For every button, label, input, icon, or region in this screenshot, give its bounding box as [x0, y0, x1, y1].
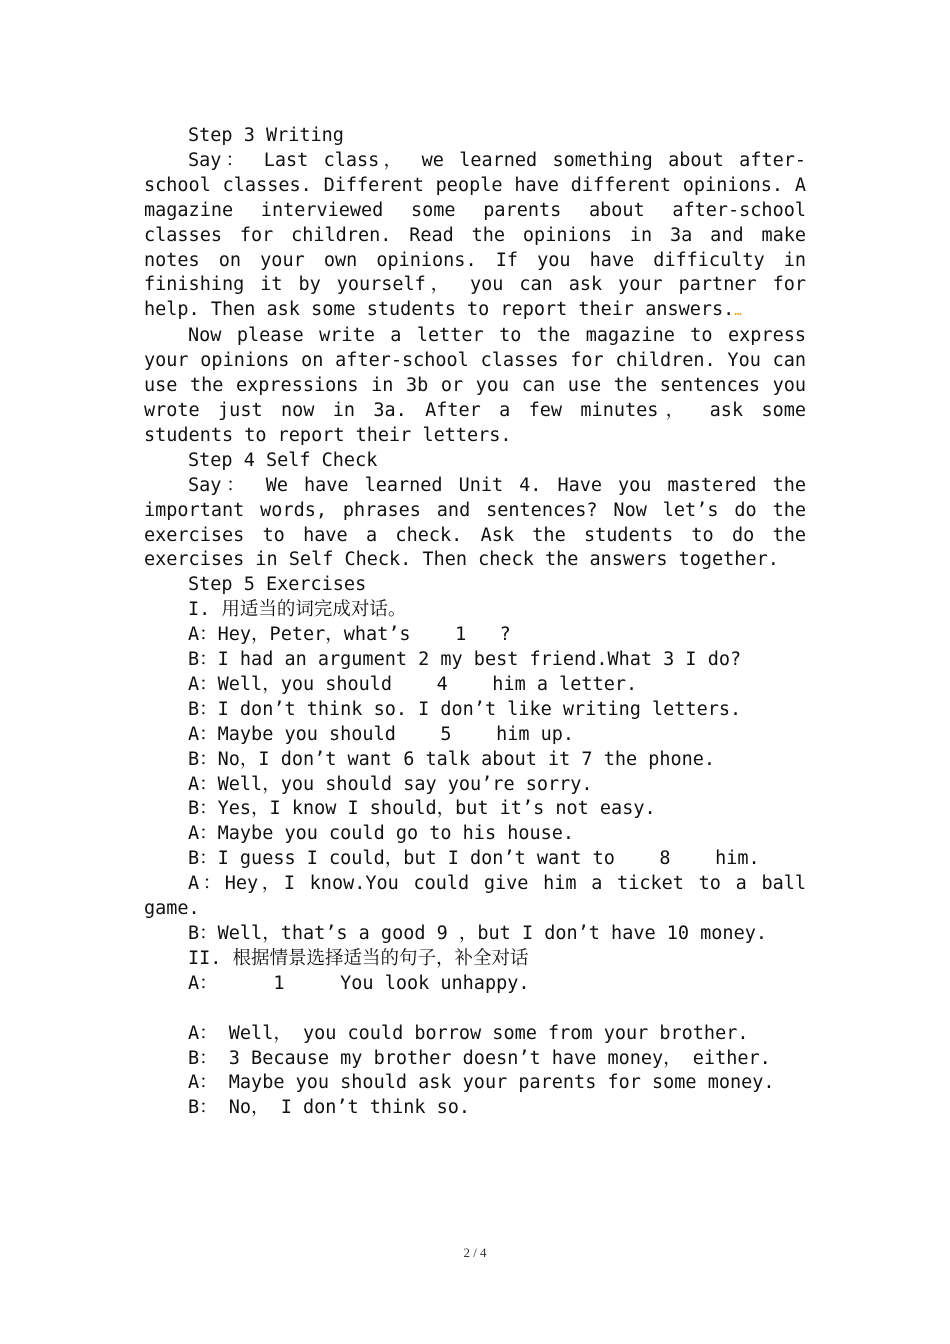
exercise1-title: I. 用适当的词完成对话。 [188, 599, 407, 621]
edit-mark-icon: … [734, 304, 742, 319]
dialogue-line: A：Maybe you should 5 him up. [188, 723, 575, 745]
dialogue-line: B：Yes，I know I should，but it’s not easy. [188, 798, 656, 820]
blank-line [144, 997, 806, 1022]
dialogue-line: A：Hey，Peter，what’s 1 ? [188, 624, 511, 646]
dialogue-line: A：Hey，I know.You could give him a ticket to a ball game. [144, 873, 806, 920]
dialogue-line: B： No， I don’t think so. [188, 1097, 471, 1119]
dialogue-line: A： Maybe you should ask your parents for some money. [188, 1072, 775, 1094]
step3-say-text: Say： Last class， we learned something about after-school classes. Different people have different opinions. A magazine interviewed some parents about after-school classes for children. Read the opinions in 3a and make notes on your own opinions. If you have difficulty in finishing it by yourself， you can ask your partner for help. Then ask some students to report their answers. [144, 149, 806, 321]
dialogue-line: A：Well，you should 4 him a letter. [188, 673, 638, 695]
dialogue-line: A：Well，you should say you’re sorry. [188, 773, 593, 795]
page-number: 2 / 4 [463, 1245, 487, 1260]
dialogue-line: B：No，I don’t want 6 talk about it 7 the phone. [188, 748, 716, 770]
step3-now-paragraph: Now please write a letter to the magazine to express your opinions on after-school classes for children. You can use the expressions in 3b or you can use the sentences you wrote just now in 3a. After a few minutes， ask some students to report their letters. [144, 325, 806, 446]
dialogue-line: A：Maybe you could go to his house. [188, 823, 575, 845]
step5-heading: Step 5 Exercises [188, 574, 367, 596]
dialogue-line: B：I guess I could，but I don’t want to 8 him. [188, 848, 760, 870]
document-body [144, 124, 806, 1121]
step4-say-paragraph: Say： We have learned Unit 4. Have you mastered the important words, phrases and sentences? Now let’s do the exercises to have a check. Ask the students to do the exercises in Self Check. Then check the answers together. [144, 474, 806, 571]
dialogue-line: B：I don’t think so. I don’t like writing letters. [188, 698, 742, 720]
step3-say-paragraph [144, 149, 806, 324]
dialogue-line: B： 3 Because my brother doesn’t have money， either. [188, 1047, 771, 1069]
dialogue-line: A： Well， you could borrow some from your brother. [188, 1022, 749, 1044]
dialogue-line: B：Well，that’s a good 9 ，but I don’t have 10 money. [188, 923, 767, 944]
dialogue-line: B：I had an argument 2 my best friend.What 3 I do? [188, 649, 742, 671]
step3-heading: Step 3 Writing [188, 125, 344, 146]
step4-heading: Step 4 Self Check [188, 449, 378, 471]
dialogue-line: A： 1 You look unhappy. [188, 972, 530, 994]
exercise2-title: II. 根据情景选择适当的句子，补全对话 [188, 947, 529, 969]
